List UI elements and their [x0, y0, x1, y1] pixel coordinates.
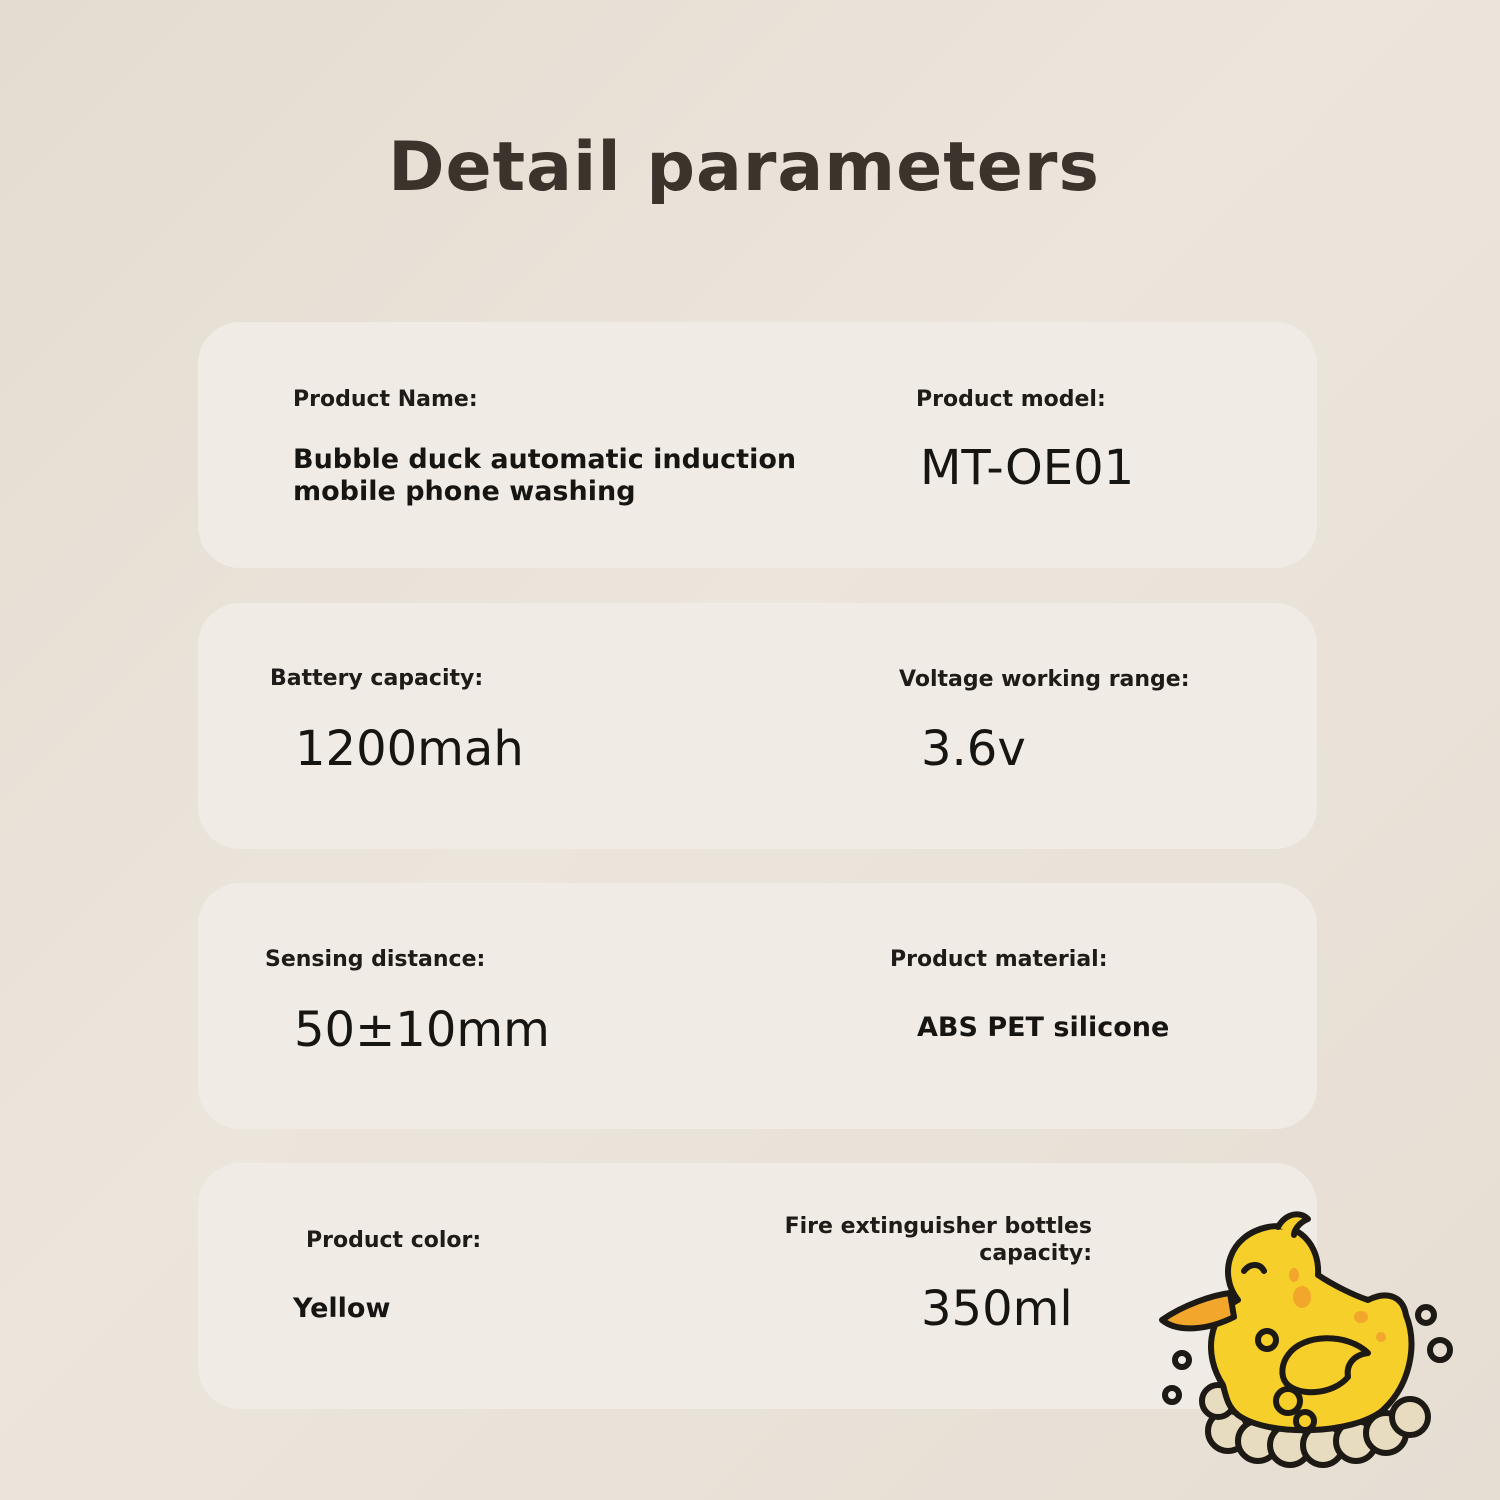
- product-name-label: Product Name:: [293, 387, 478, 412]
- sensing-distance-value: 50±10mm: [294, 1002, 550, 1058]
- product-model-label: Product model:: [916, 387, 1106, 412]
- voltage-range-value: 3.6v: [921, 721, 1026, 777]
- product-color-value: Yellow: [293, 1293, 391, 1324]
- product-color-label: Product color:: [306, 1228, 482, 1253]
- product-model-value: MT-OE01: [920, 440, 1135, 496]
- voltage-range-label: Voltage working range:: [899, 667, 1190, 692]
- param-card-sensing-material: [198, 883, 1317, 1129]
- sensing-distance-label: Sensing distance:: [265, 947, 486, 972]
- bottle-capacity-label: Fire extinguisher bottles capacity:: [784, 1214, 1092, 1266]
- product-material-value: ABS PET silicone: [917, 1012, 1170, 1043]
- product-material-label: Product material:: [890, 947, 1108, 972]
- page-title: Detail parameters: [388, 128, 1100, 207]
- param-card-battery-voltage: [198, 603, 1317, 849]
- battery-capacity-label: Battery capacity:: [270, 666, 484, 691]
- product-name-value: Bubble duck automatic induction mobile phone washing: [293, 444, 797, 507]
- bubble-duck-icon: [1148, 1205, 1468, 1495]
- param-card-name-model: [198, 322, 1317, 568]
- battery-capacity-value: 1200mah: [295, 721, 524, 777]
- bottle-capacity-value: 350ml: [921, 1281, 1073, 1337]
